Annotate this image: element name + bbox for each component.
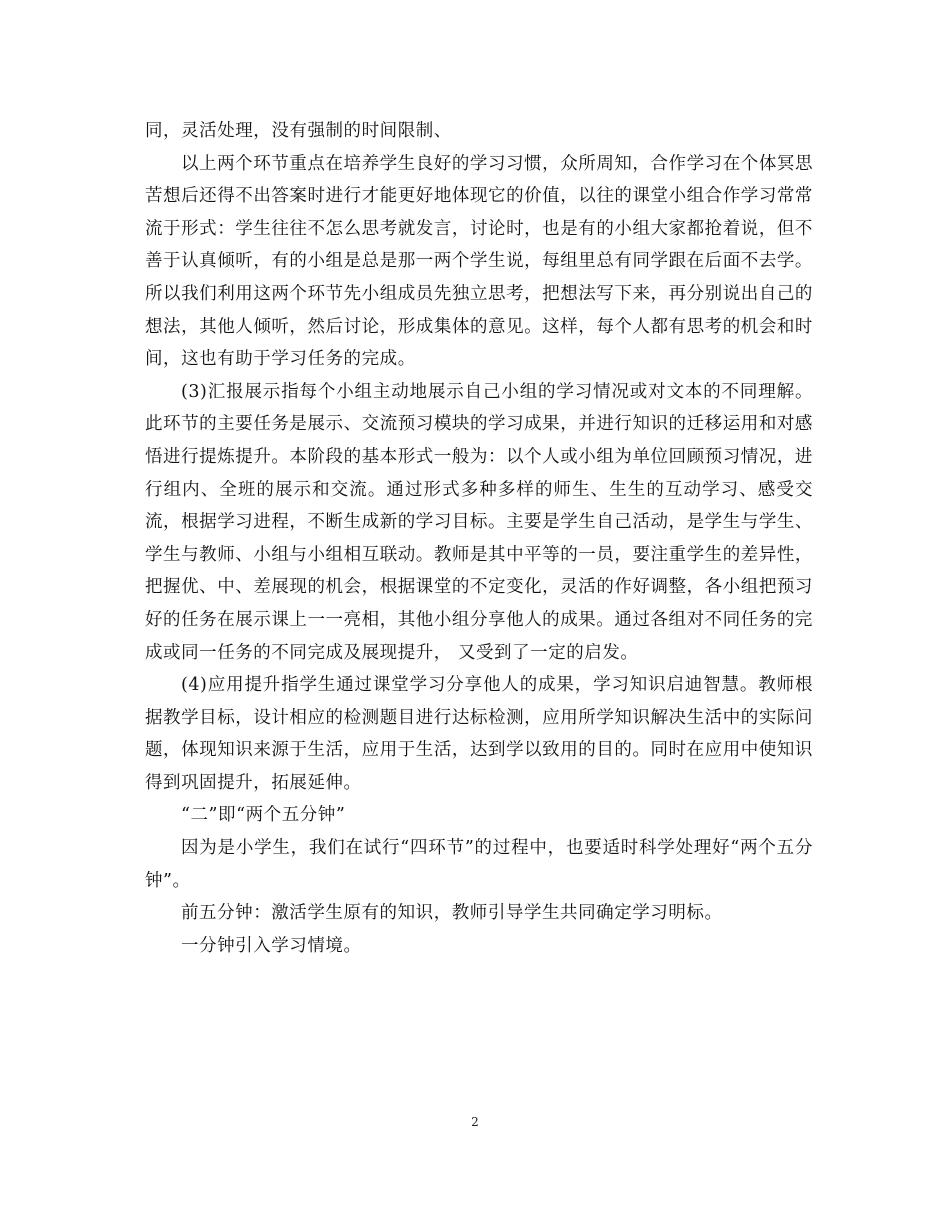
paragraph-application-improvement: (4)应用提升指学生通过课堂学习分享他人的成果，学习知识启迪智慧。教师根据教学目标，设计相应的检测题目进行达标检测，应用所学知识解决生活中的实际问题，体现知识来源于生活，应用于生活，达到学以致用的目的。同时在应用中使知识得到巩固提升，拓展延伸。: [145, 675, 813, 793]
document-body: [145, 115, 813, 962]
paragraph-two-five-minutes-intro: 因为是小学生，我们在试行“四环节”的过程中，也要适时科学处理好“两个五分钟”。: [145, 838, 813, 891]
paragraph-continuation: 同，灵活处理，没有强制的时间限制、: [145, 121, 452, 141]
paragraph-study-habits: 以上两个环节重点在培养学生良好的学习习惯，众所周知，合作学习在个体冥思苦想后还得不出答案时进行才能更好地体现它的价值，以往的课堂小组合作学习常常流于形式：学生往往不怎么思考就发言，讨论时，也是有的小组大家都抢着说，但不善于认真倾听，有的小组是总是那一两个学生说，每组里总有同学跟在后面不去学。所以我们利用这两个环节先小组成员先独立思考，把想法写下来，再分别说出自己的想法，其他人倾听，然后讨论，形成集体的意见。这样，每个人都有思考的机会和时间，这也有助于学习任务的完成。: [145, 153, 813, 370]
paragraph-one-minute-intro: 一分钟引入学习情境。: [181, 935, 362, 956]
paragraph-first-five-minutes: 前五分钟：激活学生原有的知识，教师引导学生共同确定学习明标。: [181, 903, 723, 924]
page-number: 2: [471, 1115, 479, 1129]
paragraph-two-five-minutes-heading: “二”即“两个五分钟”: [181, 805, 346, 826]
paragraph-report-display: (3)汇报展示指每个小组主动地展示自己小组的学习情况或对文本的不同理解。此环节的主要任务是展示、交流预习模块的学习成果，并进行知识的迁移运用和对感悟进行提炼提升。本阶段的基本形式一般为：以个人或小组为单位回顾预习情况，进行组内、全班的展示和交流。通过形式多种多样的师生、生生的互动学习、感受交流，根据学习进程，不断生成新的学习目标。主要是学生自己活动，是学生与学生、学生与教师、小组与小组相互联动。教师是其中平等的一员，要注重学生的差异性，把握优、中、差展现的机会，根据课堂的不定变化，灵活的作好调整，各小组把预习好的任务在展示课上一一亮相，其他小组分享他人的成果。通过各组对不同任务的完成或同一任务的不同完成及展现提升， 又受到了一定的启发。: [145, 381, 813, 663]
